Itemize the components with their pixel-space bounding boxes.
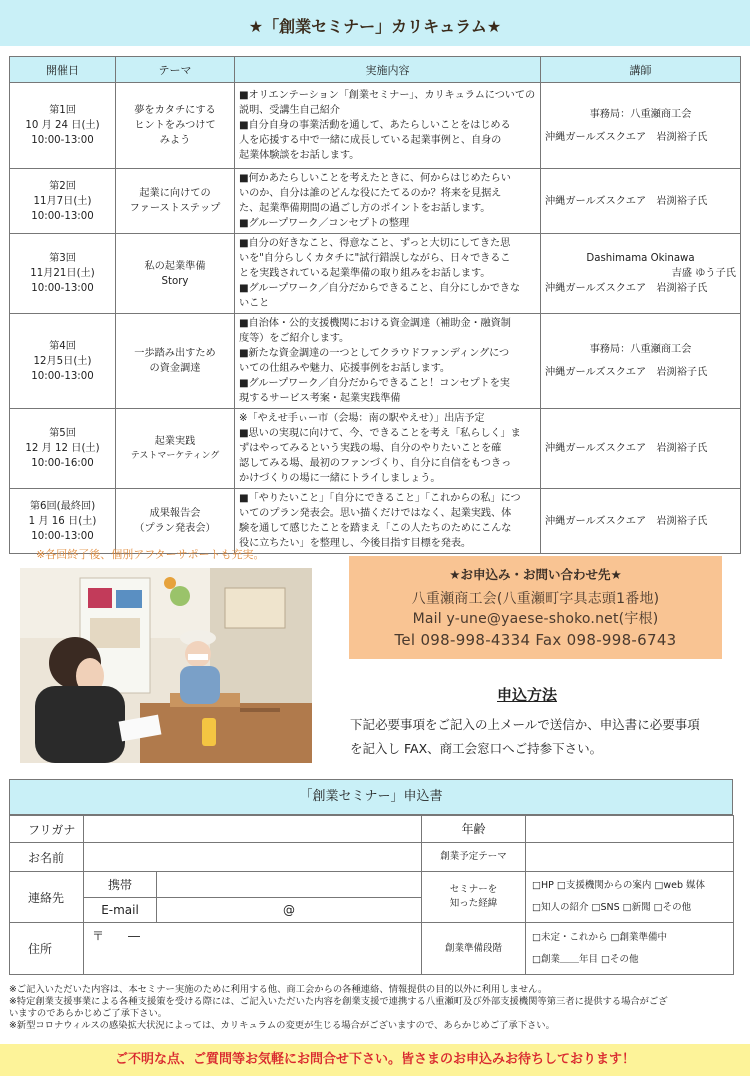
content-line: ■グループワーク／自分だからできること、自分にしかできな [239,283,520,294]
content-line: いての仕組みや魅力、応援事例をお話します。 [239,363,451,374]
session-number: 第3回 [49,253,76,264]
header-theme: テーマ [116,57,235,83]
content-line: いのか、自分は誰のどんな役にたてるのか？将来を見据え [239,188,502,199]
session-day: 11月21日(土) [30,268,95,279]
session-content [235,169,541,234]
content-line: 起業体験談をお話します。 [239,150,360,161]
session-date [10,409,116,489]
session-day: 12月5日(土) [33,355,92,367]
session-row [10,314,741,409]
session-theme [116,314,235,409]
lecturer-line: 沖縄ガールズスクエア 岩渕裕子氏 [545,283,708,294]
content-line: いこと [239,298,270,309]
lecturer-line: 吉盛 ゆう子氏 [671,268,736,279]
stage-options[interactable] [526,923,734,975]
lecturer-line: 沖縄ガールズスクエア 岩渕裕子氏 [545,195,708,207]
session-lecturer [541,314,741,409]
content-line: とを実践されている起業準備の取り組みをお話します。 [239,268,491,279]
session-day: 12 月 12 日(土) [25,443,100,454]
mobile-field[interactable] [157,872,422,898]
session-lecturer [541,489,741,554]
email-label: E-mail [84,898,157,923]
note-line: いますのであらかじめご了承下さい。 [9,1008,168,1019]
age-field[interactable] [526,816,734,843]
form-row-address [10,923,734,975]
session-row [10,83,741,169]
session-date [10,234,116,314]
content-line: ■何かあたらしいことを考えたときに、何からはじめたらい [239,173,511,184]
content-line: ずはやってみるという実践の場、自分のやりたいことを確 [239,443,502,454]
apply-line: 下記必要事項をご記入の上メールで送信か、申込書に必要事項 [350,717,700,732]
session-time: 10:00-13:00 [31,370,94,382]
theme-line: 一歩踏み出すため [134,348,216,359]
route-option-line[interactable]: □知人の紹介 □SNS □新聞 □その他 [532,902,692,913]
form-row-mobile [10,872,734,898]
lecturer-line: 沖縄ガールズスクエア 岩渕裕子氏 [545,443,708,454]
top-banner [0,0,750,46]
theme-field[interactable] [526,843,734,872]
session-number: 第6回(最終回) [29,500,96,512]
content-line: いを"自分らしくカタチに"試行錯誤しながら、日々できるこ [239,253,511,264]
content-line: た、起業準備期間の過ごし方のポイントをお話します。 [239,203,491,214]
theme-line: ヒントをみつけて [134,120,216,131]
content-line: ■自分の好きなこと、得意なこと、ずっと大切にしてきた思 [239,238,511,249]
form-row-furigana [10,816,734,843]
session-lecturer [541,234,741,314]
route-option-line[interactable]: □HP □支援機関からの案内 □web 媒体 [532,880,706,891]
stage-option-line[interactable]: □未定・これから □創業準備中 [532,931,667,943]
session-theme [116,169,235,234]
session-row [10,234,741,314]
application-form-title: 「創業セミナー」申込書 [9,779,733,815]
lecturer-line: 沖縄ガールズスクエア 岩渕裕子氏 [545,367,708,378]
session-content [235,314,541,409]
content-line: ■思いの実現に向けて、今、できることを考え「私らしく」ま [239,428,521,439]
session-lecturer [541,83,741,169]
seminar-photo [20,568,312,763]
apply-line: を記入し FAX、商工会窓口へご持参下さい。 [350,741,603,756]
route-options[interactable] [526,872,734,923]
session-content [235,83,541,169]
content-line: ■新たな資金調達の一つとしてクラウドファンディングにつ [239,348,510,359]
footer-message: ご不明な点、ご質問等お気軽にお問合せ下さい。皆さまのお申込みお待ちしております！ [0,1044,750,1076]
header-date: 開催日 [10,57,116,83]
session-theme [116,83,235,169]
contact-org: 八重瀬商工会(八重瀬町字具志頭1番地) [411,591,660,607]
session-date [10,169,116,234]
theme-line: テストマーケティング [130,450,220,461]
session-row [10,409,741,489]
name-label: お名前 [10,843,84,872]
session-content [235,489,541,554]
email-at-sign: @ [283,903,295,917]
lecturer-line: Dashimama Okinawa [586,253,695,264]
stage-option-line[interactable]: □創業＿＿年目 □その他 [532,953,639,965]
content-line: 度等）をご紹介します。 [239,333,350,344]
theme-label: 創業予定テーマ [422,843,526,872]
route-label-line: 知った経緯 [449,898,498,909]
session-date [10,489,116,554]
curriculum-table [9,56,741,554]
contact-mail[interactable]: Mail y-une@yaese-shoko.net(宇根) [412,611,659,627]
route-label-line: セミナーを [449,884,498,895]
lecturer-line: 事務局：八重瀬商工会 [589,344,692,355]
contact-heading: ★お申込み・お問い合わせ先★ [449,567,622,582]
contact-tel[interactable]: Tel 098-998-4334 Fax 098-998-6743 [394,631,677,649]
session-theme [116,489,235,554]
content-line: ■「やりたいこと」「自分にできること」「これからの私」につ [239,493,521,504]
header-lecturer: 講師 [541,57,741,83]
note-line: ※特定創業支援事業による各種支援策を受ける際には、ご記入いただいた内容を創業支援で連携する八重瀬町及び外部支援機関等第三者に提供する場合がござ [9,996,668,1007]
content-line: ※「やえせ手ぃー市（会場：南の駅やえせ）」出店予定 [239,413,485,424]
session-date [10,83,116,169]
theme-line: （プラン発表会） [134,523,216,534]
session-number: 第4回 [49,340,76,352]
theme-line: の資金調達 [149,363,201,374]
content-line: ■グループワーク／コンセプトの整理 [239,218,410,229]
curriculum-header-row [10,57,741,83]
age-label: 年齢 [422,816,526,843]
contact-label: 連絡先 [10,872,84,923]
apply-instructions [350,713,700,761]
content-line: かけづくりの場に一緒にトライしましょう。 [239,473,441,484]
lecturer-line: 沖縄ガールズスクエア 岩渕裕子氏 [545,131,708,143]
session-theme [116,409,235,489]
furigana-field[interactable] [84,816,422,843]
theme-line: 起業に向けての [139,188,211,199]
mobile-label: 携帯 [84,872,157,898]
session-time: 10:00-13:00 [31,283,94,294]
content-line: 説明、受講生自己紹介 [239,105,340,116]
session-number: 第5回 [49,428,76,439]
session-time: 10:00-13:00 [31,135,94,146]
session-row [10,169,741,234]
content-line: 役に立ちたい」を整理し、今後目指す目標を発表。 [239,538,472,549]
session-day: 11月7日(土) [33,195,92,207]
session-day: 10 月 24 日(土) [25,120,100,131]
session-day: 1 月 16 日(土) [28,515,97,527]
application-form [9,815,734,975]
session-theme [116,234,235,314]
session-content [235,409,541,489]
contact-box [349,556,722,659]
address-field[interactable] [84,923,422,975]
session-date [10,314,116,409]
name-field[interactable] [84,843,422,872]
session-lecturer [541,169,741,234]
theme-line: みよう [159,135,191,146]
apply-heading: 申込方法 [497,686,558,704]
content-line: ■自治体・公的支援機関における資金調達（補助金・融資制 [239,318,511,329]
notes [9,984,743,1032]
content-line: ■オリエンテーション「創業セミナー」、カリキュラムについての [239,90,536,101]
note-line: ※ご記入いただいた内容は、本セミナー実施のために利用する他、商工会からの各種連絡、情報提供の目的以外に利用しません。 [9,984,548,995]
seminar-photo-illustration [20,568,312,763]
stage-label: 創業準備段階 [422,923,526,975]
theme-line: ファーストステップ [129,203,221,214]
content-line: ■自分自身の事業活動を通して、あたらしいことをはじめる [239,120,511,131]
content-line: 人を応援する中で一緒に成長している起業事例と、自身の [239,135,502,146]
theme-line: 私の起業準備 [144,260,206,272]
theme-line: 成果報告会 [149,508,201,519]
theme-line: 起業実践 [154,435,196,447]
session-number: 第2回 [49,180,76,192]
session-lecturer [541,409,741,489]
route-label [422,872,526,923]
content-line: ■グループワーク／自分だからできること！コンセプトを実 [239,378,510,389]
content-line: 験を通して感じたことを踏まえ「この人たちのためにこんな [239,523,512,534]
furigana-label: フリガナ [10,816,84,843]
address-label: 住所 [10,923,84,975]
session-row [10,489,741,554]
session-time: 10:00-16:00 [31,458,94,469]
postal-mark: 〒 ― [92,929,141,943]
content-line: 現するサービス考案・起業実践準備 [239,393,401,404]
lecturer-line: 事務局：八重瀬商工会 [589,108,692,120]
session-time: 10:00-13:00 [31,210,94,222]
session-time: 10:00-13:00 [31,530,94,542]
page-title: ★「創業セミナー」カリキュラム★ [248,17,502,36]
lecturer-line: 沖縄ガールズスクエア 岩渕裕子氏 [545,515,708,527]
content-line: いてのプラン発表会。思い描くだけではなく、起業実践、体 [239,508,512,519]
form-row-name [10,843,734,872]
theme-line: 夢をカタチにする [134,105,216,116]
session-number: 第1回 [49,105,76,116]
content-line: 認してみる場、最初のファンづくり、自分に自信をもつきっ [239,458,512,469]
header-content: 実施内容 [235,57,541,83]
email-field[interactable] [157,898,422,923]
after-support-note: ※各回終了後、個別アフターサポートも充実。 [36,548,265,561]
session-content [235,234,541,314]
theme-line: Story [161,275,189,287]
note-line: ※新型コロナウィルスの感染拡大状況によっては、カリキュラムの変更が生じる場合がございますので、あらかじめご了承下さい。 [9,1020,555,1031]
